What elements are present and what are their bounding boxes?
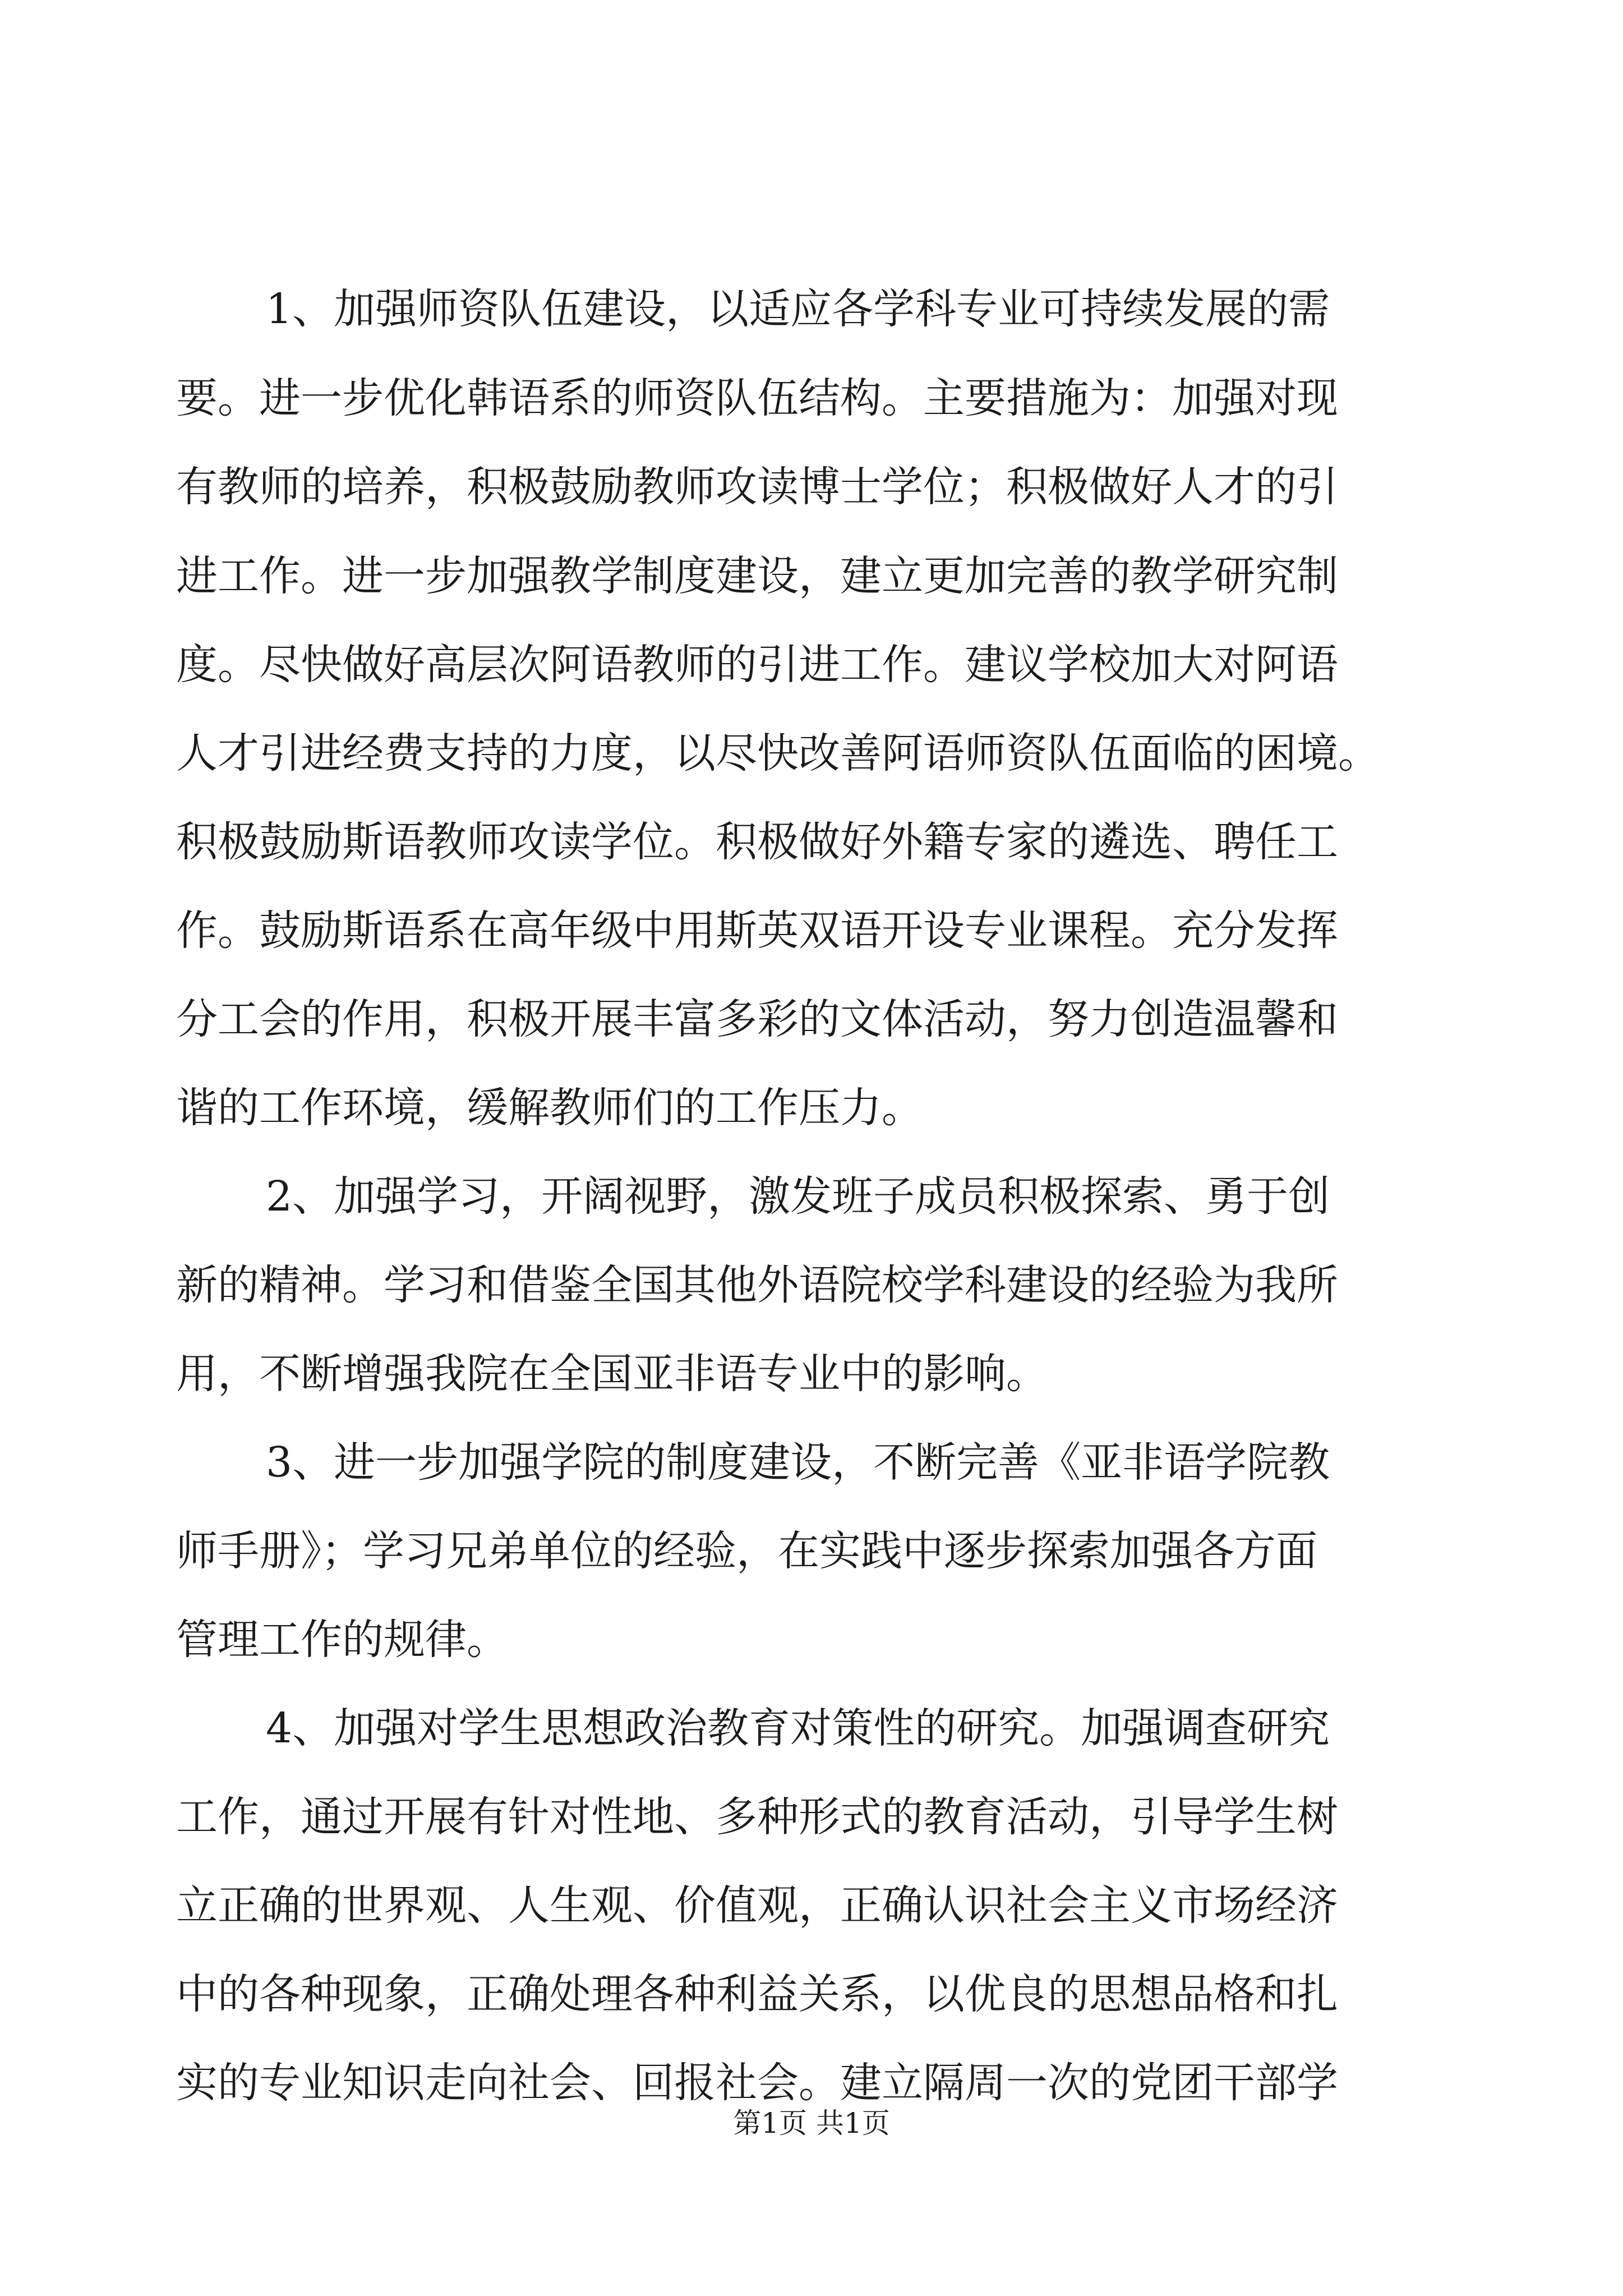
paragraph-3-line-3: 管理工作的规律。 (176, 1616, 508, 1664)
paragraph-1-line-3: 有教师的培养，积极鼓励教师攻读博士学位；积极做好人才的引 (176, 463, 1338, 511)
paragraph-4-line-1: 4、加强对学生思想政治教育对策性的研究。加强调查研究 (266, 1704, 1330, 1752)
paragraph-1-line-5: 度。尽快做好高层次阿语教师的引进工作。建议学校加大对阿语 (176, 641, 1338, 689)
paragraph-4-line-3: 立正确的世界观、人生观、价值观，正确认识社会主义市场经济 (176, 1881, 1338, 1930)
paragraph-1-line-8: 作。鼓励斯语系在高年级中用斯英双语开设专业课程。充分发挥 (176, 907, 1338, 955)
paragraph-4-line-4: 中的各种现象，正确处理各种利益关系，以优良的思想品格和扎 (176, 1970, 1338, 2018)
paragraph-1-line-10: 谐的工作环境，缓解教师们的工作压力。 (176, 1084, 923, 1132)
paragraph-4-line-5: 实的专业知识走向社会、回报社会。建立隔周一次的党团干部学 (176, 2059, 1338, 2107)
paragraph-2-line-1: 2、加强学习，开阔视野，激发班子成员积极探索、勇于创 (266, 1172, 1330, 1221)
paragraph-1-line-2: 要。进一步优化韩语系的师资队伍结构。主要措施为：加强对现 (176, 374, 1338, 422)
paragraph-4-line-2: 工作，通过开展有针对性地、多种形式的教育活动，引导学生树 (176, 1793, 1338, 1841)
paragraph-1-line-4: 进工作。进一步加强教学制度建设，建立更加完善的教学研究制 (176, 552, 1338, 600)
paragraph-3-line-1: 3、进一步加强学院的制度建设，不断完善《亚非语学院教 (266, 1438, 1330, 1487)
paragraph-1-line-9: 分工会的作用，积极开展丰富多彩的文体活动，努力创造温馨和 (176, 995, 1338, 1043)
paragraph-2-line-3: 用，不断增强我院在全国亚非语专业中的影响。 (176, 1350, 1048, 1398)
paragraph-1-line-6: 人才引进经费支持的力度，以尽快改善阿语师资队伍面临的困境。 (176, 729, 1380, 777)
paragraph-1-line-1: 1、加强师资队伍建设，以适应各学科专业可持续发展的需 (266, 285, 1330, 333)
page-footer: 第1页 共1页 (733, 2107, 890, 2139)
paragraph-1-line-7: 积极鼓励斯语教师攻读学位。积极做好外籍专家的遴选、聘任工 (176, 818, 1338, 866)
paragraph-2-line-2: 新的精神。学习和借鉴全国其他外语院校学科建设的经验为我所 (176, 1261, 1338, 1309)
paragraph-3-line-2: 师手册》；学习兄弟单位的经验，在实践中逐步探索加强各方面 (176, 1527, 1317, 1575)
